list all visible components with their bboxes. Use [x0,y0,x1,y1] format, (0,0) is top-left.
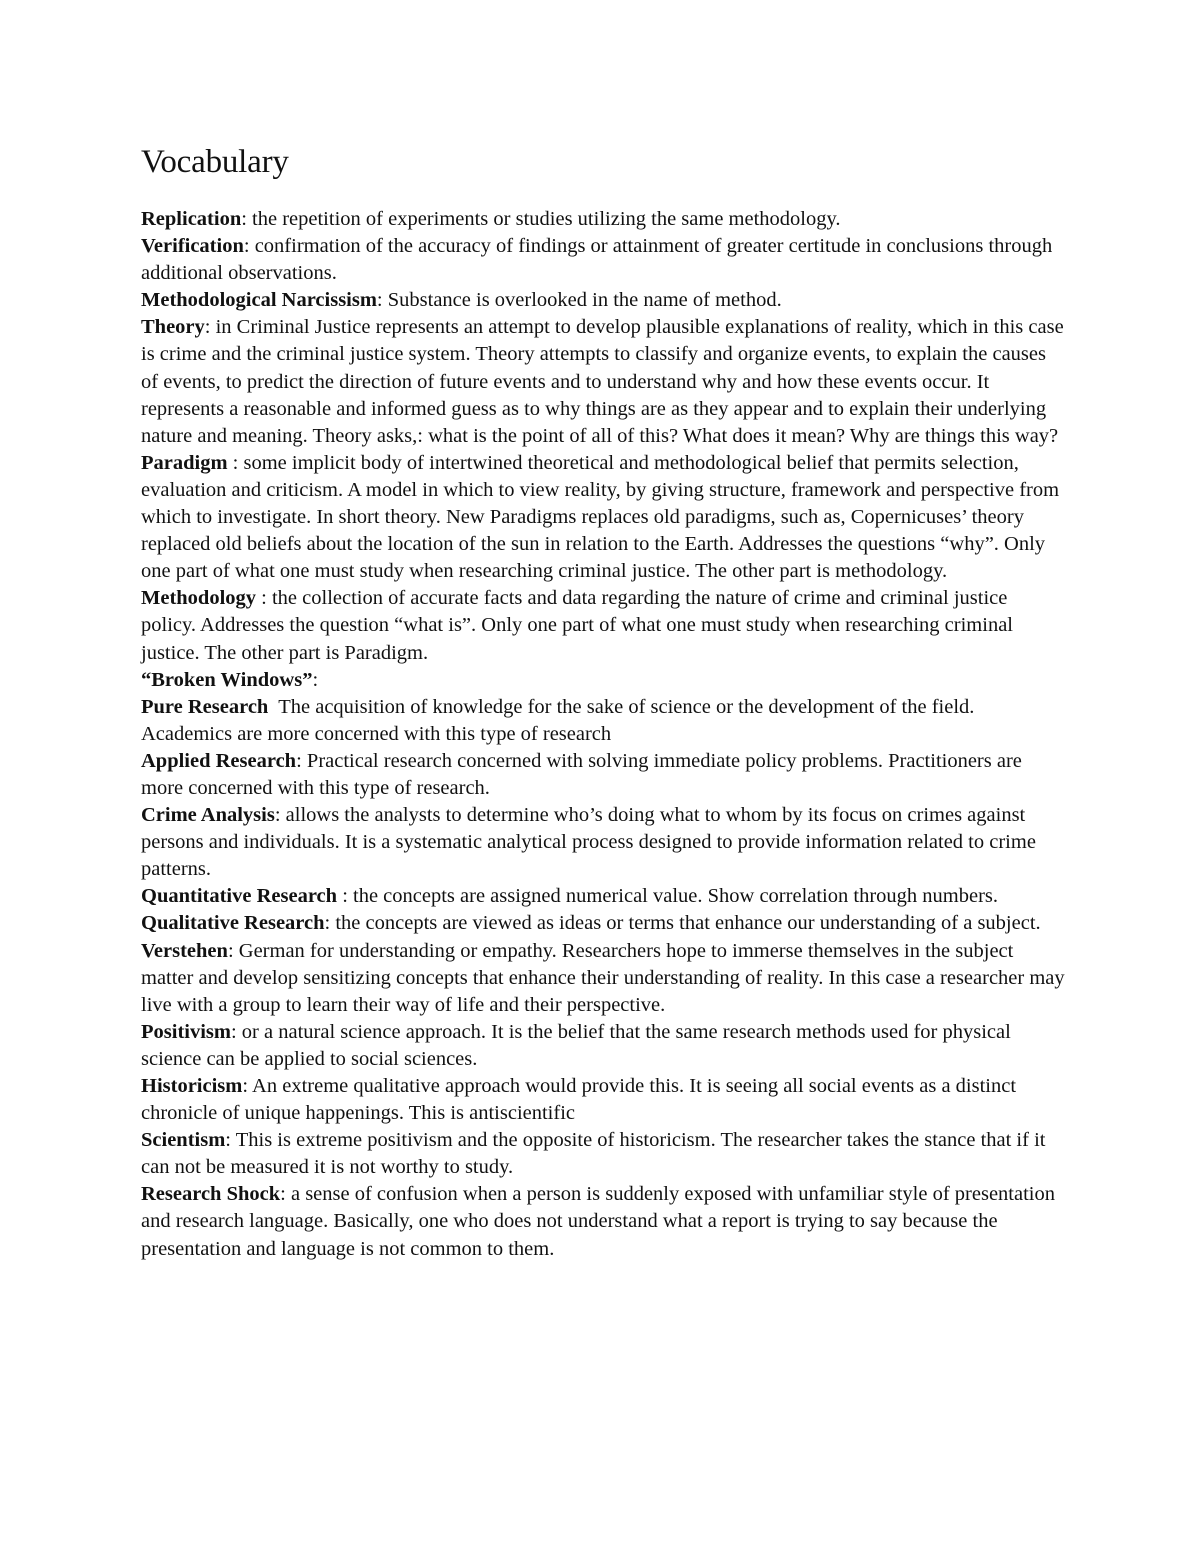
vocab-separator: : [227,939,234,962]
vocab-entry-methodology [141,585,1066,666]
vocab-definition: the concepts are viewed as ideas or terms that enhance our understanding of a subject. [330,912,1041,935]
vocab-entry-historicism [141,1073,1066,1127]
vocabulary-list [141,206,1066,1263]
vocab-entry-replication [141,206,1066,233]
vocab-entry-paradigm [141,450,1066,585]
vocab-separator: : [243,235,250,258]
vocab-term: Pure Research [141,695,269,718]
vocab-definition: This is extreme positivism and the opposite of historicism. The researcher takes the stance that if it can not be measured it is not worthy to study. [141,1129,1046,1179]
vocab-definition: some implicit body of intertwined theoretical and methodological belief that permits selection, evaluation and criticism. A model in which to view reality, by giving structure, framework and perspective from which to investigate. In short theory. New Paradigms replaces old paradigms, such as, Copernicuses’ theory replaced old beliefs about the location of the sun in relation to the Earth. Addresses the questions “why”. Only one part of what one must study when researching criminal justice. The other part is methodology. [141,451,1060,583]
vocab-term: Paradigm [141,451,228,474]
vocab-entry-quantitative-research [141,883,1066,910]
vocab-entry-pure-research [141,694,1066,748]
vocab-term: Crime Analysis [141,804,275,827]
vocab-entry-broken-windows [141,667,1066,694]
vocab-term: Research Shock [141,1183,281,1206]
vocab-term: Applied Research [141,749,297,772]
vocab-separator: : [242,1075,249,1097]
vocab-definition: the collection of accurate facts and data regarding the nature of crime and criminal justice policy. Addresses the question “what is”. Only one part of what one must study when researching criminal justice. The other part is Paradigm. [141,587,1013,664]
vocab-entry-research-shock [141,1181,1066,1262]
vocab-separator: : [256,587,267,610]
vocab-entry-applied-research [141,748,1066,802]
vocab-definition: Substance is overlooked in the name of method. [382,289,782,312]
vocab-separator: : [296,749,302,772]
vocab-definition: confirmation of the accuracy of findings or attainment of greater certitude in conclusions through additional observations. [141,235,1053,285]
vocab-separator: : [376,289,383,312]
vocab-definition: An extreme qualitative approach would provide this. It is seeing all social events as a distinct chronicle of unique happenings. This is antiscientific [141,1075,1017,1125]
vocab-entry-qualitative-research [141,910,1066,937]
vocab-separator: : [337,885,348,908]
vocab-separator: : [225,1129,231,1152]
vocab-entry-scientism [141,1127,1066,1181]
vocab-term: Qualitative Research [141,912,325,935]
vocab-entry-verification [141,233,1066,287]
vocab-definition: a sense of confusion when a person is suddenly exposed with unfamiliar style of presentation and research language. Basically, one who does not understand what a report is trying to say because the presentation and language is not common to them. [141,1183,1055,1260]
vocab-definition: the repetition of experiments or studies utilizing the same methodology. [246,208,841,230]
vocab-term: Quantitative Research [141,885,338,908]
page-title: Vocabulary [141,144,289,180]
vocab-definition: in Criminal Justice represents an attempt to develop plausible explanations of reality, which in this case is crime and the criminal justice system. Theory attempts to classify and organize events, to explain the causes of events, to predict the direction of future events and to understand why and how these events occur. It represents a reasonable and informed guess as to why things are as they appear and to explain their underlying nature and meaning. Theory asks,: what is the point of all of this? What does it mean? Why are things this way? [141,316,1064,447]
vocab-term: Theory [141,316,205,339]
document-body [141,140,1066,1263]
vocab-term: “Broken Windows” [141,668,313,691]
vocab-separator: : [241,208,247,230]
vocab-entry-methodological-narcissism [141,287,1066,314]
vocab-term: Positivism [141,1020,231,1043]
vocab-separator: : [274,804,281,827]
vocab-term: Verification [141,235,244,258]
vocab-definition: German for understanding or empathy. Researchers hope to immerse themselves in the subject matter and develop sensitizing concepts that enhance their understanding of reality. In this case a researcher may live with a group to learn their way of life and their perspective. [141,939,1065,1016]
vocab-entry-crime-analysis [141,802,1066,883]
vocab-definition: allows the analysts to determine who’s doing what to whom by its focus on crimes against persons and individuals. It is a systematic analytical process designed to provide information related to crime patterns. [141,804,1036,881]
vocab-term: Verstehen [141,939,228,962]
vocab-separator: : [204,316,211,339]
vocab-term: Historicism [141,1075,243,1097]
vocab-term: Methodological Narcissism [141,289,377,312]
vocab-separator: : [280,1183,286,1206]
vocab-separator: : [227,451,239,474]
vocab-separator: : [230,1020,237,1043]
vocab-entry-positivism [141,1019,1066,1073]
vocab-separator: : [324,912,331,935]
vocab-entry-theory [141,314,1066,449]
vocab-entry-verstehen [141,938,1066,1019]
vocab-separator: : [312,668,319,691]
vocab-definition: Practical research concerned with solving immediate policy problems. Practitioners are more concerned with this type of research. [141,749,1022,799]
vocab-definition: the concepts are assigned numerical value. Show correlation through numbers. [347,885,998,908]
vocab-definition: The acquisition of knowledge for the sake of science or the development of the field. Academics are more concerned with this type of research [141,695,979,745]
vocab-term: Scientism [141,1129,226,1152]
vocab-term: Replication [141,208,242,230]
vocab-term: Methodology [141,587,257,610]
vocab-definition: or a natural science approach. It is the belief that the same research methods used for physical science can be applied to social sciences. [141,1020,1011,1070]
